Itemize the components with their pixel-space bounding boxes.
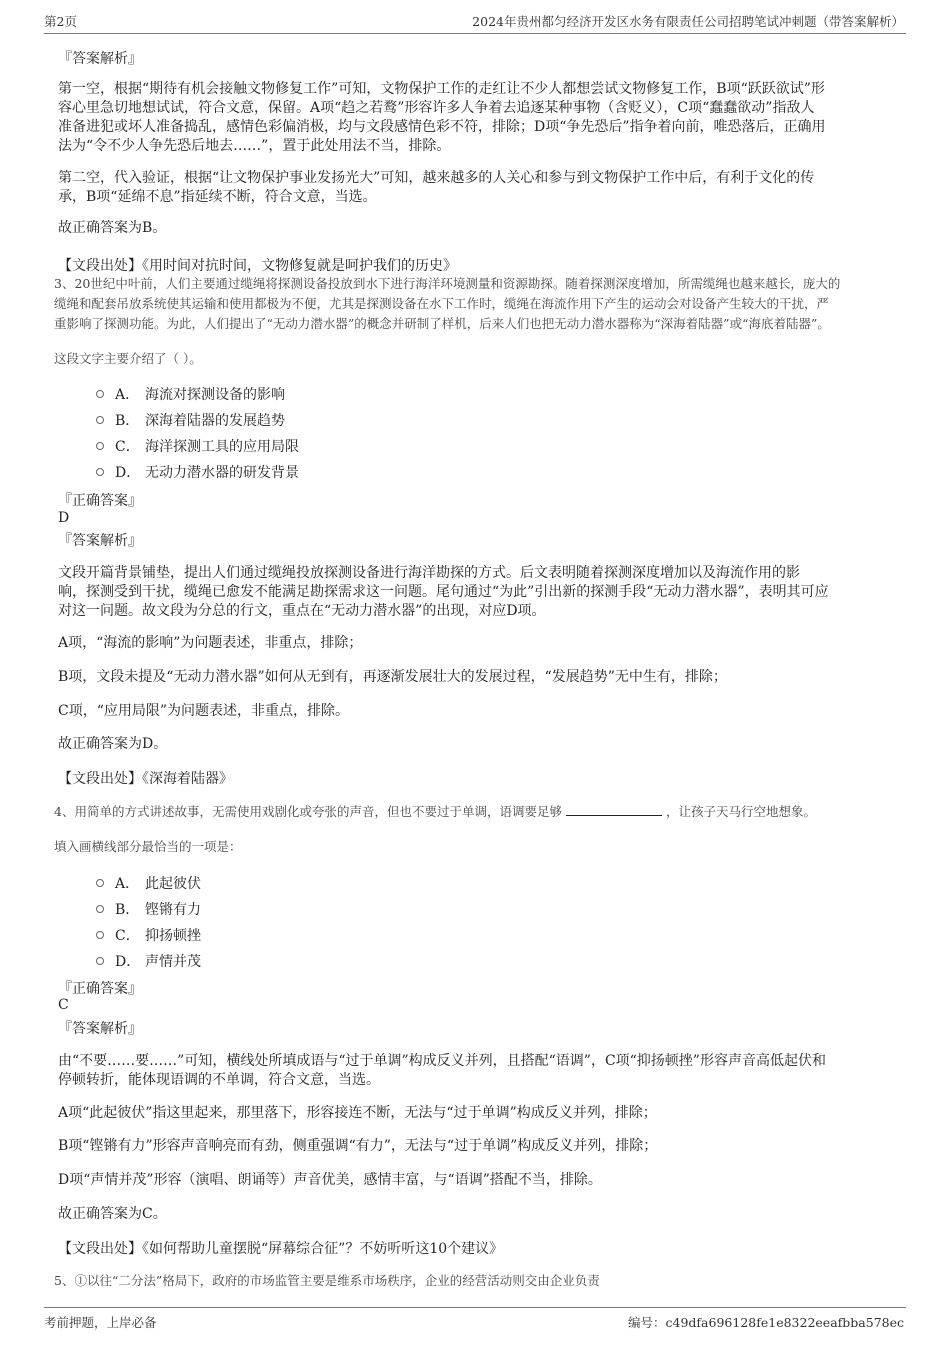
q3-prompt: 这段文字主要介绍了（ ）。 — [54, 351, 202, 366]
text-segment: ，让孩子天马行空地想象。 — [665, 804, 816, 819]
q4-option-c[interactable] — [96, 925, 201, 945]
text-line: 对这一问题。故文段为分总的行文，重点在“无动力潜水器”的出现，对应D项。 — [58, 603, 546, 619]
q3-option-a[interactable] — [96, 384, 285, 404]
option-text: 海流对探测设备的影响 — [145, 387, 285, 403]
q4-analysis-label: 『答案解析』 — [58, 1021, 142, 1037]
footer-divider — [44, 1307, 906, 1308]
radio-button[interactable] — [96, 931, 104, 939]
document-id: 编号：c49dfa696128fe1e8322eeafbba578ec — [628, 1315, 904, 1330]
q3-analysis-a: A项，“海流的影响”为问题表述，非重点，排除； — [58, 635, 363, 651]
option-text: 抑扬顿挫 — [145, 928, 201, 944]
q3-option-d[interactable] — [96, 462, 299, 482]
radio-button[interactable] — [96, 416, 104, 424]
document-title: 2024年贵州都匀经济开发区水务有限责任公司招聘笔试冲刺题（带答案解析） — [472, 14, 904, 29]
text-line: 承，B项“延绵不息”指延续不断，符合文意，当选。 — [58, 189, 377, 205]
text-line: 重影响了探测功能。为此，人们提出了“无动力潜水器”的概念并研制了样机，后来人们也把无动力潜水器称为“深海着陆器”或“海底着陆器”。 — [54, 316, 830, 331]
q2-source: 【文段出处】《用时间对抗时间，文物修复就是呵护我们的历史》 — [58, 258, 457, 274]
q4-option-b[interactable] — [96, 899, 201, 919]
radio-button[interactable] — [96, 468, 104, 476]
text-segment: 4、用简单的方式讲述故事，无需使用戏剧化或夸张的声音，但也不要过于单调，语调要足够 — [54, 804, 562, 819]
radio-button[interactable] — [96, 905, 104, 913]
text-line: 停顿转折，能体现语调的不单调，符合文意，当选。 — [58, 1072, 380, 1088]
q3-question-text — [54, 274, 840, 334]
text-line: 响，探测受到干扰，缆绳已愈发不能满足勘探需求这一问题。尾句通过“为此”引出新的探测手段“无动力潜水器”，表明其可应 — [58, 584, 829, 600]
option-letter: A． — [115, 876, 140, 892]
q2-analysis-label: 『答案解析』 — [58, 51, 142, 67]
radio-button[interactable] — [96, 957, 104, 965]
q4-analysis-p1 — [58, 1052, 826, 1090]
q4-option-a[interactable] — [96, 873, 201, 893]
q2-analysis-p1 — [58, 80, 826, 156]
header-divider — [44, 33, 906, 34]
option-letter: D． — [115, 465, 141, 481]
option-letter: B． — [115, 413, 140, 429]
q3-analysis-b: B项，文段未提及“无动力潜水器”如何从无到有，再逐渐发展壮大的发展过程，“发展趋势”无中生有，排除； — [58, 669, 727, 685]
option-text: 海洋探测工具的应用局限 — [145, 439, 299, 455]
text-line: 缆绳和配套吊放系统使其运输和使用都极为不便，尤其是探测设备在水下工作时，缆绳在海流作用下产生的运动会对设备产生较大的干扰，严 — [54, 296, 830, 311]
text-line: 准备进犯或坏人准备捣乱，感情色彩偏消极，均与文段感情色彩不符，排除；D项“争先恐后”指争着向前，唯恐落后，正确用 — [58, 119, 826, 135]
q5-question-text: 5、①以往“二分法”格局下，政府的市场监管主要是维系市场秩序，企业的经营活动则交由企业负责 — [54, 1273, 600, 1288]
option-letter: A． — [115, 387, 140, 403]
q3-option-c[interactable] — [96, 436, 299, 456]
text-line: 第一空，根据“期待有机会接触文物修复工作”可知，文物保护工作的走红让不少人都想尝试文物修复工作，B项“跃跃欲试”形 — [58, 81, 825, 97]
option-text: 铿锵有力 — [145, 902, 201, 918]
q4-prompt: 填入画横线部分最恰当的一项是： — [54, 839, 242, 854]
q4-question-text — [54, 802, 816, 822]
q3-source: 【文段出处】《深海着陆器》 — [58, 771, 233, 787]
q4-answer-label: 『正确答案』 — [58, 981, 142, 997]
radio-button[interactable] — [96, 879, 104, 887]
text-line: 法为“令不少人争先恐后地去……”，置于此处用法不当，排除。 — [58, 138, 451, 154]
text-line: 容心里急切地想试试，符合文意，保留。A项“趋之若鹜”形容许多人争着去追逐某种事物（含贬义），C项“蠢蠢欲动”指敌人 — [58, 100, 815, 116]
option-text: 声情并茂 — [145, 954, 201, 970]
option-letter: B． — [115, 902, 140, 918]
q4-conclusion: 故正确答案为C。 — [58, 1206, 167, 1222]
option-text: 深海着陆器的发展趋势 — [145, 413, 285, 429]
q4-answer: C — [58, 997, 69, 1013]
option-text: 此起彼伏 — [145, 876, 201, 892]
radio-button[interactable] — [96, 390, 104, 398]
footer-slogan: 考前押题，上岸必备 — [44, 1315, 157, 1330]
text-line: 3、20世纪中叶前，人们主要通过缆绳将探测设备投放到水下进行海洋环境测量和资源勘探。随着探测深度增加，所需缆绳也越来越长，庞大的 — [54, 276, 841, 291]
q3-analysis-p1 — [58, 564, 829, 621]
option-letter: C． — [115, 439, 140, 455]
q4-analysis-b: B项“铿锵有力”形容声音响亮而有劲，侧重强调“有力”，无法与“过于单调”构成反义并列，排除； — [58, 1138, 658, 1154]
q4-source: 【文段出处】《如何帮助儿童摆脱“屏幕综合征”？不妨听听这10个建议》 — [58, 1241, 504, 1257]
q3-analysis-c: C项，“应用局限”为问题表述，非重点，排除。 — [58, 703, 350, 719]
q3-answer: D — [58, 510, 70, 526]
radio-button[interactable] — [96, 442, 104, 450]
option-letter: C． — [115, 928, 140, 944]
text-line: 第二空，代入验证，根据“让文物保护事业发扬光大”可知，越来越多的人关心和参与到文物保护工作中后，有利于文化的传 — [58, 170, 815, 186]
q3-answer-label: 『正确答案』 — [58, 493, 142, 509]
q3-analysis-label: 『答案解析』 — [58, 533, 142, 549]
q3-option-b[interactable] — [96, 410, 285, 430]
answer-blank — [566, 803, 662, 816]
q2-conclusion: 故正确答案为B。 — [58, 220, 167, 236]
page-number: 第2页 — [44, 14, 77, 29]
q4-analysis-d: D项“声情并茂”形容（演唱、朗诵等）声音优美，感情丰富，与“语调”搭配不当，排除。 — [58, 1172, 602, 1188]
text-line: 由“不要……要……”可知，横线处所填成语与“过于单调”构成反义并列，且搭配“语调”，C项“抑扬顿挫”形容声音高低起伏和 — [58, 1053, 826, 1069]
q4-analysis-a: A项“此起彼伏”指这里起来，那里落下，形容接连不断，无法与“过于单调”构成反义并列，排除； — [58, 1105, 657, 1121]
option-letter: D． — [115, 954, 141, 970]
q2-analysis-p2 — [58, 169, 814, 207]
option-text: 无动力潜水器的研发背景 — [145, 465, 299, 481]
q3-conclusion: 故正确答案为D。 — [58, 736, 168, 752]
q4-option-d[interactable] — [96, 951, 201, 971]
text-line: 文段开篇背景铺垫，提出人们通过缆绳投放探测设备进行海洋勘探的方式。后文表明随着探测深度增加以及海流作用的影 — [58, 565, 800, 581]
